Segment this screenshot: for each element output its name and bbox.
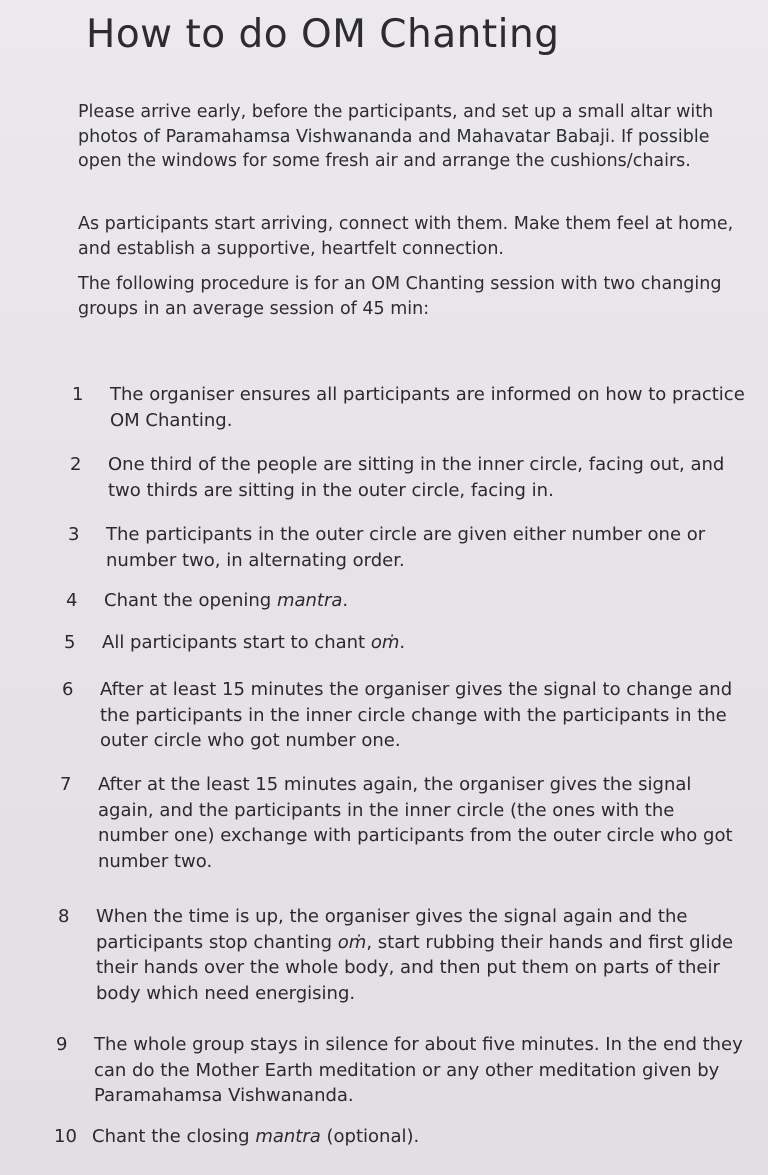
step-text (96, 904, 748, 1006)
step-text (102, 630, 754, 656)
intro-paragraph-setup: Please arrive early, before the participants, and set up a small altar with photos of Paramahamsa Vishwananda and Mahavatar Babaji. If possible open the windows for some fresh air and arrange the cushions/chairs. (78, 102, 714, 171)
step-4 (66, 588, 756, 614)
step-text-part: . (399, 632, 406, 653)
step-number: 10 (54, 1126, 77, 1147)
step-number: 4 (66, 590, 78, 611)
step-text: One third of the people are sitting in the inner circle, facing out, and two thirds are sitting in the outer circle, facing in. (108, 454, 725, 501)
step-number: 9 (56, 1034, 68, 1055)
step-number: 1 (72, 384, 84, 405)
step-9 (56, 1032, 746, 1109)
step-text-part: , start rubbing their hands and first glide their hands over the whole body, and then put them on parts of their body which need energising. (96, 931, 734, 1004)
step-3 (68, 522, 758, 573)
step-number: 5 (64, 632, 76, 653)
page-title: How to do OM Chanting (86, 12, 560, 57)
step-text-part: When the time is up, the organiser gives the signal again and the participants stop chanting (96, 906, 688, 953)
intro-paragraph-procedure: The following procedure is for an OM Chanting session with two changing groups in an average session of 45 min: (78, 274, 722, 319)
step-text (92, 1124, 744, 1150)
step-2 (70, 452, 760, 503)
step-number: 8 (58, 906, 70, 927)
step-text: The organiser ensures all participants are informed on how to practice OM Chanting. (110, 384, 745, 431)
step-text-part: Chant the closing (92, 1126, 256, 1147)
step-text (104, 588, 756, 614)
step-text-emphasis: mantra (276, 590, 343, 611)
step-text: The participants in the outer circle are given either number one or number two, in alternating order. (106, 524, 706, 571)
step-number: 6 (62, 679, 74, 700)
step-text-emphasis: mantra (255, 1126, 321, 1147)
step-text-emphasis: oṁ (337, 931, 367, 953)
step-text: After at the least 15 minutes again, the organiser gives the signal again, and the participants in the inner circle (the ones with the number one) exchange with participants from the outer circle who got number two. (98, 774, 733, 872)
step-7 (60, 772, 750, 874)
step-number: 3 (68, 524, 80, 545)
step-text-part: Chant the opening (104, 590, 277, 611)
step-5 (64, 630, 754, 656)
step-10 (54, 1124, 744, 1150)
step-text-emphasis: oṁ (370, 632, 400, 653)
step-text: After at least 15 minutes the organiser gives the signal to change and the participants in the inner circle change with the participants in the outer circle who got number one. (100, 679, 733, 751)
step-text-part: (optional). (320, 1126, 420, 1147)
step-number: 7 (60, 774, 72, 795)
step-6 (62, 677, 752, 754)
step-number: 2 (70, 454, 82, 475)
step-text-part: All participants start to chant (102, 632, 371, 653)
step-text: The whole group stays in silence for about five minutes. In the end they can do the Mother Earth meditation or any other meditation given by Paramahamsa Vishwananda. (94, 1034, 743, 1106)
step-text-part: . (342, 590, 349, 611)
intro-paragraph-connect: As participants start arriving, connect with them. Make them feel at home, and establish a supportive, heartfelt connection. (78, 214, 734, 259)
step-1 (72, 382, 762, 433)
step-8 (58, 904, 748, 1006)
